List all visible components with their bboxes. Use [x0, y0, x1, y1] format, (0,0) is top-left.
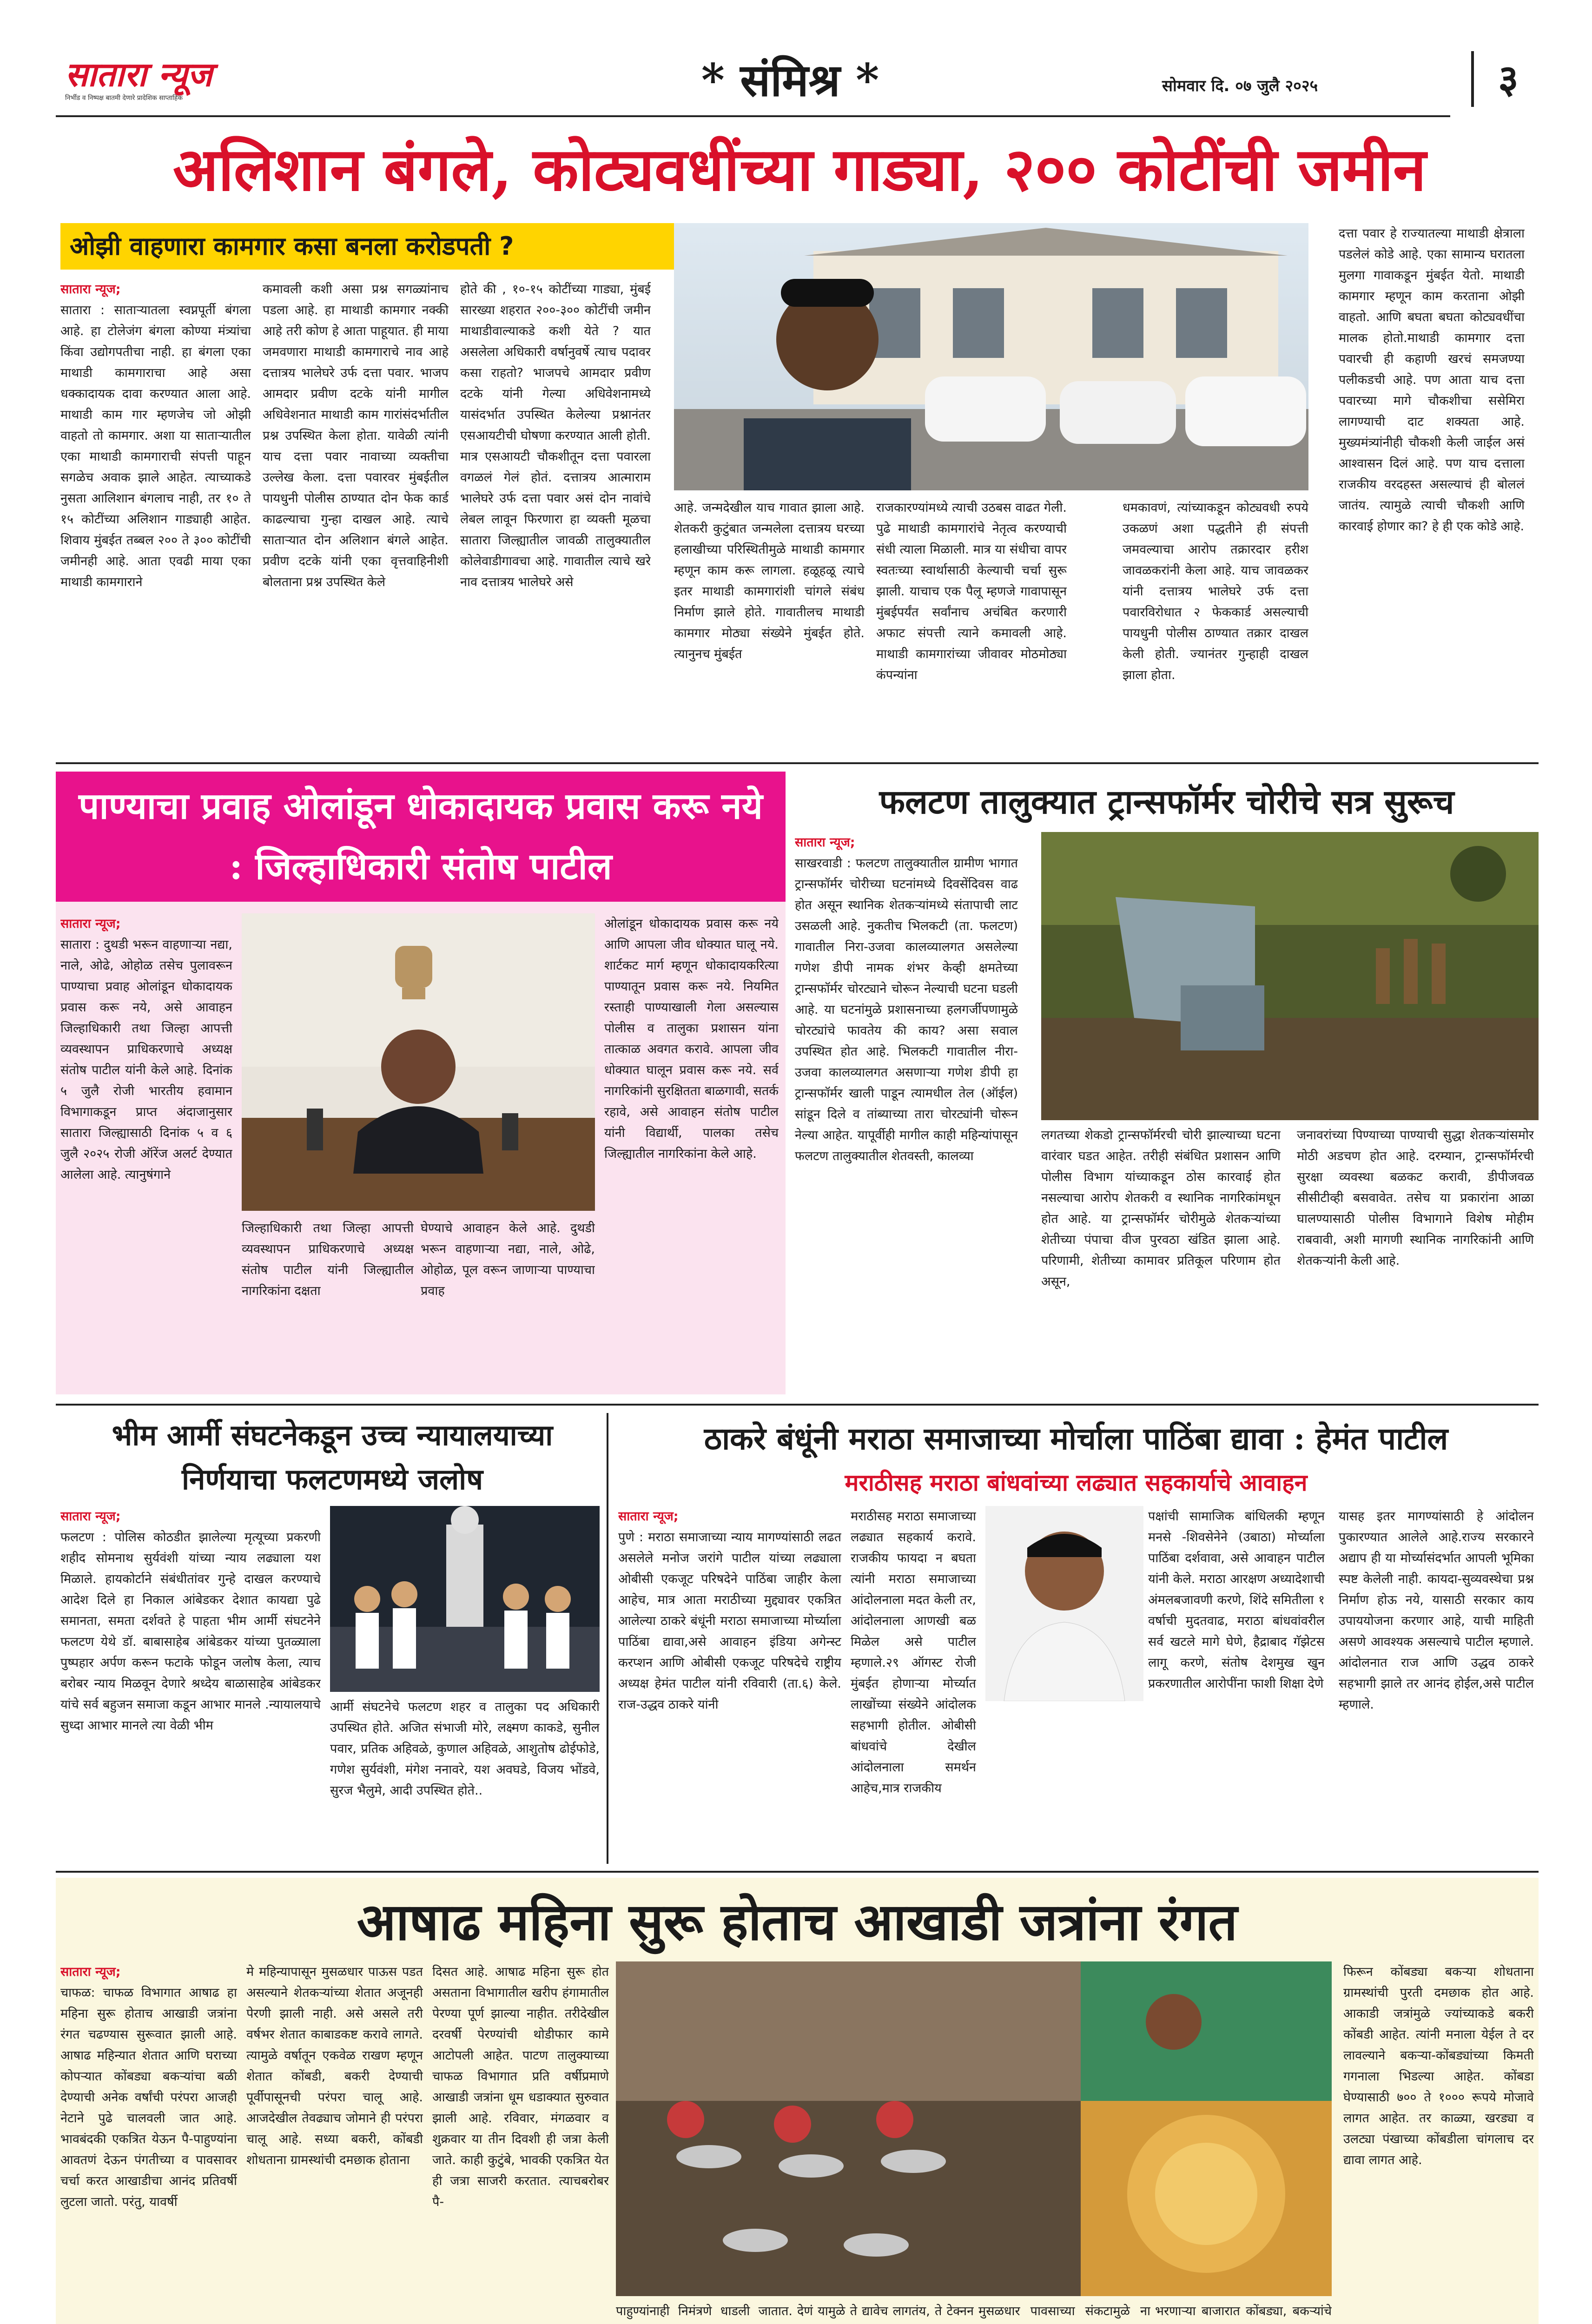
story5-col-2 [851, 1506, 976, 1864]
story4-col-2 [330, 1697, 600, 1864]
story5-col-4 [1339, 1506, 1534, 1864]
story5-col-1 [618, 1506, 841, 1864]
story6-source: सातारा न्यूज; [60, 1965, 121, 1979]
story1-col-4 [674, 497, 865, 751]
story3-headline: फलटण तालुक्यात ट्रान्सफॉर्मर चोरीचे सत्र सुरूच [879, 782, 1454, 821]
story6-col-3 [432, 1961, 609, 2324]
story3-col2-text: लगतच्या शेकडो ट्रान्सफॉर्मरची चोरी झाल्याच्या घटना वारंवार घडत आहेत. तरीही संबंधित प्रशासन आणि पोलीस विभाग यांच्याकडून ठोस कारवाई होत नसल्याचा आरोप शेतकरी व स्थानिक नागरिकांमधून होत आहे. या ट्रान्सफॉर्मर चोरीमुळे शेतकऱ्यांच्या शेतीच्या पंपाचा वीज पुरवठा खंडित झाला आहे. परिणामी, शेतीच्या कामावर प्रतिकूल परिणाम होत असून, [1041, 1128, 1281, 1289]
logo[interactable] [65, 56, 279, 107]
story1-photo [674, 223, 1308, 490]
masthead-divider [1471, 51, 1474, 107]
story2-col3-text: घेण्याचे आवाहन केले आहे. दुथडी भरून वाहणाऱ्या नद्या, नाले, ओढे, ओहोळ, पूल वरून जाणाऱ्या पाण्याचा प्रवाह [421, 1221, 595, 1298]
story4-photo [330, 1506, 600, 1692]
story6-col-5 [797, 2301, 974, 2324]
section-title: * संमिश्र * [701, 54, 879, 106]
story6-col-6 [978, 2301, 1150, 2324]
story1-subheadline: ओझी वाहणारा कामगार कसा बनला करोडपती ? [60, 223, 674, 270]
divider-1 [56, 762, 1539, 764]
story3-photo [1041, 832, 1539, 1120]
issue-date: सोमवार दि. ०७ जुलै २०२५ [1162, 77, 1318, 95]
story6-col-1 [60, 1961, 237, 2324]
feast-photo-svg [616, 1961, 1332, 2296]
story5-col-3 [1148, 1506, 1325, 1864]
story2-col-2 [242, 1218, 414, 1383]
story6-col2-text: मे महिन्यापासून मुसळधार पाऊस पडत असल्याने शेतकऱ्यांच्या शेतात अजूनही पेरणी झाली नाही. असे असले तरी वर्षभर शेतात काबाडकष्ट करावे लागते. त्यामुळे वर्षातून एकवेळ राखण म्हणून शेतात कोंबडी, बकरी देण्याची पूर्वीपासूनची परंपरा चालू आहे. आजदेखील तेवढ्याच जोमाने ही परंपरा चालू आहे. सध्या बकरी, कोंबडी शोधताना ग्रामस्थांची दमछाक होताना [246, 1965, 423, 2167]
story3-col-2 [1041, 1125, 1281, 1380]
story5-source: सातारा न्यूज; [618, 1509, 679, 1524]
collector-photo-svg [242, 913, 595, 1211]
bungalow-photo-svg [674, 223, 1308, 490]
story4-col1-text: फलटण : पोलिस कोठडीत झालेल्या मृत्यूच्या प्रकरणी शहीद सोमनाथ सुर्यवंशी यांच्या न्याय लढ्याला यश मिळाले. हायकोर्टाने संबंधीतांवर गुन्हे दाखल करण्याचे आदेश दिले हा निकाल आंबेडकर देशात कायद्या पुढे समानता, समता दर्शवते हे पाहता भीम आर्मी संघटनेने फलटण येथे डॉ. बाबासाहेब आंबेडकर यांच्या पुतळ्याला पुष्पहार अर्पण करून फटाके फोडून जलोष केला, त्याच बरोबर न्याय मिळवून देणारे श्रध्देय बाळासाहेब आंबेडकर यांचे सर्व बहुजन समाजा कडून आभार मानले .न्यायालयाचे सुध्दा आभार मानले त्या वेळी भीम [60, 1530, 321, 1733]
story1-col-1 [60, 279, 251, 751]
story6-col5-text: देणं यामुळे ते द्यावेच लागतंय, ते टेक्नन [797, 2304, 974, 2318]
story6-col1-text: चाफळ: चाफळ विभागात आषाढ हा महिना सुरू होताच आखाडी जत्रांना रंगत चढण्यास सुरूवात झाली आहे. आषाढ महिन्यात शेतात आणि घराच्या कोपऱ्यात कोंबड्या बकऱ्यांचा बळी देण्याची अनेक वर्षांची परंपरा आजही नेटाने पुढे चालवली जात आहे. भावबंदकी एकत्रित येऊन पै-पाहुण्यांना आवतणं देऊन पंगतीच्या व पावसावर चर्चा करत आखाडीचा आनंद प्रतिवर्षी लुटला जातो. परंतु, यावर्षी [60, 1986, 237, 2209]
story3-col3-text: जनावरांच्या पिण्याच्या पाण्याची सुद्धा शेतकऱ्यांसमोर मोठी अडचण होत आहे. दरम्यान, ट्रान्सफॉर्मरची सुरक्षा व्यवस्था बळकट करावी, डीपीजवळ सीसीटीव्ही बसवावेत. तसेच या प्रकारांना आळा घालण्यासाठी पोलीस विभागाने विशेष मोहीम राबवावी, अशी मागणी स्थानिक नागरिकांनी आणि शेतकऱ्यांनी केली आहे. [1297, 1128, 1534, 1268]
story5-col3-text: पक्षांची सामाजिक बांधिलकी म्हणून मनसे -शिवसेनेने (उबाठा) मोर्च्याला पाठिंबा दर्शवावा, असे आवाहन पाटील यांनी केले. मराठा आरक्षण अध्यादेशाची अंमलबजावणी करणे, शिंदे समितीला १ वर्षाची मुदतवाढ, मराठा बांधवांवरील सर्व खटले मागे घेणे, हैद्राबाद गॅझेटस लागू करणे, संतोष देशमुख खुन प्रकरणातील आरोपींना फाशी शिक्षा देणे [1148, 1509, 1325, 1691]
story2-headline: पाण्याचा प्रवाह ओलांडून धोकादायक प्रवास करू नये : जिल्हाधिकारी संतोष पाटील [56, 772, 786, 902]
story6-col3-text: दिसत आहे. आषाढ महिना सुरू होत असताना विभागातील खरीप हंगामातील पेरण्या पूर्ण झाल्या नाहीत. तरीदेखील दरवर्षी पेरण्यांची थोडीफार कामे आटोपली आहेत. पाटण तालुक्याच्या चाफळ विभागात प्रति वर्षीप्रमाणे आखाडी जत्रांना धूम धडाक्यात सुरुवात झाली आहे. रविवार, मंगळवार व शुक्रवार या तीन दिवशी ही जत्रा केली जाते. काही कुटुंबे, भावकी एकत्रित येत ही जत्रा साजरी करतात. त्याचबरोबर पै- [432, 1965, 609, 2209]
story3-col-1 [795, 832, 1018, 1380]
story6-col4-text: पाहुण्यांनाही निमंत्रणे धाडली जातात. [616, 2304, 793, 2318]
story2-col-1 [60, 913, 232, 1383]
story2-col-3 [421, 1218, 595, 1383]
story5-headline: ठाकरे बंधूंनी मराठा समाजाच्या मोर्चाला पाठिंबा द्यावा : हेमंत पाटील [704, 1420, 1448, 1457]
divider-2 [56, 1404, 1539, 1406]
story2-source: सातारा न्यूज; [60, 917, 121, 931]
story1-col7-text: दत्ता पवार हे राज्यातल्या माथाडी क्षेत्राला पडलेलं कोडे आहे. एका सामान्य घरातला मुलगा गावाकडून मुंबईत येतो. माथाडी कामगार म्हणून काम करताना ओझी वाहतो. आणि बघता बघता कोट्यवधींचा मालक होतो.माथाडी कामगार दत्ता पवारची ही कहाणी खरचं समजण्या पलीकडची आहे. पण आता याच दत्ता पवारच्या मागे चौकशीचा ससेमिरा लागण्याची दाट शक्यता आहे. मुख्यमंत्र्यांनीही चौकशी केली जाईल असं आश्वासन दिलं आहे. पण याच दत्ताला राजकीय वरदहस्त असल्याचं ही बोललं जातंय. त्यामुळे त्याची चौकशी आणि कारवाई होणार का? हे ही एक कोडे आहे. [1339, 226, 1525, 534]
story1-col-5 [876, 497, 1067, 751]
divider-vertical-1 [607, 1413, 608, 1864]
story2-col2-text: जिल्हाधिकारी तथा जिल्हा आपत्ती व्यवस्थापन प्राधिकरणाचे अध्यक्ष संतोष पाटील यांनी जिल्ह्यातील नागरिकांना दक्षता [242, 1221, 414, 1298]
story6-col-4 [616, 2301, 793, 2324]
story5-col2-text: मराठीसह मराठा समाजाच्या लढ्यात सहकार्य करावे. राजकीय फायदा न बघता त्यांनी मराठा समाजाच्या आंदोलनाला मदत केली तर, आंदोलनाला आणखी बळ मिळेल असे पाटील म्हणाले.२९ ऑगस्ट रोजी मुंबईत होणाऱ्या मोर्च्यात लाखोंच्या संख्येने आंदोलक सहभागी होतील. ओबीसी बांधवांचे देखील आंदोलनाला समर्थन आहेच,मात्र राजकीय [851, 1509, 976, 1796]
logo-tagline: निर्भीड व निष्पक्ष बातमी देणारे प्रादेशिक साप्ताहिक [65, 94, 183, 102]
story1-headline: अलिशान बंगले, कोट्यवधींच्या गाड्या, २०० कोटींची जमीन [172, 135, 1427, 205]
story5-subheadline: मराठीसह मराठा बांधवांच्या लढ्यात सहकार्याचे आवाहन [845, 1469, 1308, 1496]
story1-col5-text: राजकारण्यांमध्ये त्याची उठबस वाढत गेली. पुढे माथाडी कामगारांचे नेतृत्व करण्याची संधी त्याला मिळाली. मात्र या संधीचा वापर स्वतःच्या स्वार्थासाठी केल्याची चर्चा सुरू झाली. याचाच एक पैलू म्हणजे गावापासून मुंबईपर्यंत सर्वांनाच अचंबित करणारी अफाट संपत्ती त्याने कमावली आहे. माथाडी कामगारांच्या जीवावर मोठमोठ्या कंपन्यांना [876, 501, 1067, 682]
story2-col4-text: ओलांडून धोकादायक प्रवास करू नये आणि आपला जीव धोक्यात घालू नये. शार्टकट मार्ग म्हणून धोकादायकरित्या पाण्यातून प्रवास करू नये. नियमित रस्ताही पाण्याखाली गेला असल्यास पोलीस व तालुका प्रशासन यांना तात्काळ अवगत करावे. आपला जीव धोक्यात घालून प्रवास करू नये. सर्व नागरिकांनी सुरक्षितता बाळगावी, सतर्क रहावे, असे आवाहन संतोष पाटील यांनी विद्यार्थी, पालका तसेच जिल्ह्यातील नागरिकांना केले आहे. [604, 917, 779, 1161]
story1-col6-text: धमकावणं, त्यांच्याकडून कोट्यवधी रुपये उकळणं अशा पद्धतीने ही संपत्ती जमवल्याचा आरोप तक्रारदार हरीश जावळकरांनी केला आहे. याच जावळकर यांनी दत्तात्रय भालेघरे उर्फ दत्ता पवारविरोधात २ फेककार्ड असल्याची पायधुनी पोलीस ठाण्यात तक्रार दाखल केली होती. ज्यानंतर गुन्हाही दाखल झाला होता. [1123, 501, 1308, 682]
statue-photo-svg [330, 1506, 600, 1692]
story5-photo [985, 1506, 1143, 1701]
story1-col2-text: कमावली कशी असा प्रश्न सगळ्यांनाच पडला आहे. हा माथाडी कामगार नक्की आहे तरी कोण हे आता पाहूयात. ही माया जमवणारा माथाडी कामगाराचे नाव आहे दत्तात्रय भालेघरे उर्फ दत्ता पवार. भाजप आमदार प्रवीण दटके यांनी मागील अधिवेशनात माथाडी काम गारांसंदर्भातील प्रश्न उपस्थित केला होता. यावेळी त्यांनी याच दत्ता पवार नावाच्या व्यक्तीचा उल्लेख केला. दत्ता पवारवर मुंबईतील पायधुनी पोलीस ठाण्यात दोन फेक कार्ड काढल्याचा गुन्हा दाखल आहे. त्याचे साताऱ्यात दोन अलिशान बंगले आहेत. प्रवीण दटके यांनी एका वृत्तवाहिनीशी बोलताना प्रश्न उपस्थित केले [263, 282, 449, 589]
story1-col-6 [1123, 497, 1308, 751]
story1-col1-text: सातारा : साताऱ्यातला स्वप्नपूर्ती बंगला आहे. हा टोलेजंग बंगला कोण्या मंत्र्यांचा किंवा उद्योगपतीचा नाही. हा बंगला एका माथाडी कामगाराचा आहे असा धक्कादायक दावा करण्यात आला आहे. माथाडी काम गार म्हणजेच जो ओझी वाहतो तो कामगार. अशा या साताऱ्यातील एका माथाडी कामगाराची संपत्ती पाहून सगळेच अवाक झाले आहेत. त्याच्याकडे नुसता आलिशान बंगलाच नाही, तर १० ते १५ कोटींच्या अलिशान गाड्याही आहेत. शिवाय मुंबईत तब्बल २०० ते ३०० कोटींची जमीनही आहे. आता एवढी माया एका माथाडी कामगाराने [60, 303, 251, 589]
story4-col2-text: आर्मी संघटनेचे फलटण शहर व तालुका पद अधिकारी उपस्थित होते. अजित संभाजी मोरे, लक्ष्मण काकडे, सुनील पवार, प्रतिक अहिवळे, कुणाल अहिवळे, आशुतोष ढोईफोडे, गणेश सुर्यवंशी, मंगेश ननावरे, यश अवघडे, विजय भोंडवे, सुरज भैलुमे, आदी उपस्थित होते.. [330, 1700, 600, 1798]
transformer-photo-svg [1041, 832, 1539, 1120]
story1-col-7 [1339, 223, 1525, 751]
story6-photo [616, 1961, 1332, 2296]
story2-col1-text: सातारा : दुथडी भरून वाहणाऱ्या नद्या, नाले, ओढे, ओहोळ तसेच पुलावरून पाण्याचा प्रवाह ओलांडून धोकादायक प्रवास करू नये, असे आवाहन जिल्हाधिकारी तथा जिल्हा आपत्ती व्यवस्थापन प्राधिकरणाचे अध्यक्ष संतोष पाटील यांनी केले आहे. दिनांक ५ जुलै रोजी भारतीय हवामान विभागाकडून प्राप्त अंदाजानुसार सातारा जिल्ह्यासाठी दिनांक ५ व ६ जुलै २०२५ रोजी ऑरेंज अलर्ट देण्यात आलेला आहे. त्यानुषंगाने [60, 938, 232, 1182]
story2-photo [242, 913, 595, 1211]
story2-col-4 [604, 913, 779, 1383]
story4-source: सातारा न्यूज; [60, 1509, 121, 1524]
story4-col-1 [60, 1506, 321, 1864]
story1-col3-text: होते की , १०-१५ कोटींच्या गाड्या, मुंबई सारख्या शहरात २००-३०० कोटींची जमीन माथाडीवाल्याकडे कशी येते ? यात असलेला अधिकारी वर्षानुवर्षे त्याच पदावर कसा राहतो? भाजपचे आमदार प्रवीण दटके यांनी गेल्या अधिवेशनामध्ये यासंदर्भात उपस्थित केलेल्या प्रश्नानंतर एसआयटीची घोषणा करण्यात आली होती. मात्र एसआयटी चौकशीतून दत्ता पवारला वगळलं गेलं होतं. दत्तात्रय आत्माराम भालेघरे उर्फ दत्ता पवार असं दोन नावांचे लेबल लावून फिरणारा हा व्यक्ती मूळचा सातारा जिल्ह्यातील जावळी तालुक्यातील कोलेवाडीगावचा आहे. गावातील त्याचे खरे नाव दत्तात्रय भालेघरे असे [460, 282, 651, 589]
masthead [56, 46, 1543, 116]
story6-headline: आषाढ महिना सुरू होताच आखाडी जत्रांना रंगत [357, 1892, 1238, 1952]
story1-source: सातारा न्यूज; [60, 282, 121, 297]
story1-col-3 [460, 279, 651, 751]
story5-col1-text: पुणे : मराठा समाजाच्या न्याय मागण्यांसाठी लढत असलेले मनोज जरांगे पाटील यांच्या लढ्याला ओबीसी एकजूट परिषदेने पाठिंबा जाहीर केला आहेच, मात्र आता मराठीच्या मुद्द्यावर एकत्रित आलेल्या ठाकरे बंधूंनी मराठा समाजाच्या मोर्च्याला पाठिंबा द्यावा,असे आवाहन इंडिया अगेन्स्ट करप्शन आणि ओबीसी एकजूट परिषदेचे राष्ट्रीय अध्यक्ष हेमंत पाटील यांनी रविवारी (ता.६) केले. राज-उद्धव ठाकरे यांनी [618, 1530, 841, 1712]
story6-col-2 [246, 1961, 423, 2324]
page-number: ३ [1498, 56, 1519, 102]
story6-col8-text: फिरून कोंबड्या बकऱ्या शोधताना ग्रामस्थांची पुरती दमछाक होत आहे. आकाडी जत्रांमुळे ज्यांच्याकडे बकरी कोंबडी आहेत. त्यांनी मनाला येईल ते दर लावल्याने बकऱ्या-कोंबड्यांच्या किमती गगनाला भिडल्या आहेत. कोंबडा घेण्यासाठी ७०० ते १००० रूपये मोजावे लागत आहेत. तर काळ्या, खरड्या व उलट्या पंखाच्या कोंबडीला चांगलाच दर द्यावा लागत आहे. [1343, 1965, 1534, 2167]
story1-col-2 [263, 279, 449, 751]
portrait-photo-svg [985, 1506, 1143, 1701]
story6-col6-text: मुसळधार पावसाच्या संकटामुळे ना [978, 2304, 1150, 2318]
story5-col4-text: यासह इतर मागण्यांसाठी हे आंदोलन पुकारण्यात आलेले आहे.राज्य सरकारने अद्याप ही या मोर्च्यासंदर्भात आपली भूमिका स्पष्ट केलेली नाही. कायदा-सुव्यवस्थेचा प्रश्न निर्माण होऊ नये, यासाठी सरकार काय उपाययोजना करणार आहे, याची माहिती असणे आवश्यक असल्याचे पाटील म्हणाले. आंदोलनात राज आणि उद्धव ठाकरे सहभागी झाले तर आनंद होईल,असे पाटील म्हणाले. [1339, 1509, 1534, 1712]
story3-col-3 [1297, 1125, 1534, 1380]
story1-col4-text: आहे. जन्मदेखील याच गावात झाला आहे. शेतकरी कुटुंबात जन्मलेला दत्तात्रय घरच्या हलाखीच्या परिस्थितीमुळे माथाडी कामगार म्हणून काम करू लागला. हळूहळू त्याचे इतर माथाडी कामगारांशी चांगले संबंध निर्माण झाले होते. गावातीलच माथाडी कामगार मोठ्या संख्येने मुंबईत होते. त्यानुनच मुंबईत [674, 501, 865, 661]
story6-col-7 [1155, 2301, 1332, 2324]
story6-col-8 [1343, 1961, 1534, 2324]
story3-source: सातारा न्यूज; [795, 835, 855, 850]
divider-3 [56, 1871, 1539, 1873]
story4-headline: भीम आर्मी संघटनेकडून उच्च न्यायालयाच्या निर्णयाचा फलटणमध्ये जलोष [112, 1418, 553, 1496]
story3-col1-text: साखरवाडी : फलटण तालुक्यातील ग्रामीण भागात ट्रान्सफॉर्मर चोरीच्या घटनांमध्ये दिवसेंदिवस वाढ होत असून स्थानिक शेतकऱ्यांमध्ये संतापाची लाट उसळली आहे. नुकतीच भिलकटी (ता. फलटण) गावातील निरा-उजवा कालव्यालगत असलेल्या गणेश डीपी नामक शंभर केव्ही क्षमतेच्या ट्रान्सफॉर्मर चोरट्याने चोरून नेल्याची घटना घडली आहे. या घटनांमुळे प्रशासनाच्या हलगर्जीपणामुळे चोरट्यांचे फावतेय की काय? असा सवाल उपस्थित होत आहे. भिलकटी गावातील नीरा-उजवा कालव्यालगत असणाऱ्या गणेश डीपी हा ट्रान्सफॉर्मर खाली पाडून त्यामधील तेल (ऑईल) सांडून दिले व तांब्याच्या तारा चोरट्यांनी चोरून नेल्या आहेत. यापूर्वीही मागील काही महिन्यांपासून फलटण तालुक्यातील शेतवस्ती, कालव्या [795, 856, 1018, 1163]
story6-col7-text: भरणाऱ्या बाजारात कोंबड्या, बकऱ्यांचे [1155, 2304, 1332, 2318]
logo-text: सातारा न्यूज [65, 54, 212, 94]
masthead-underline [56, 115, 1450, 117]
